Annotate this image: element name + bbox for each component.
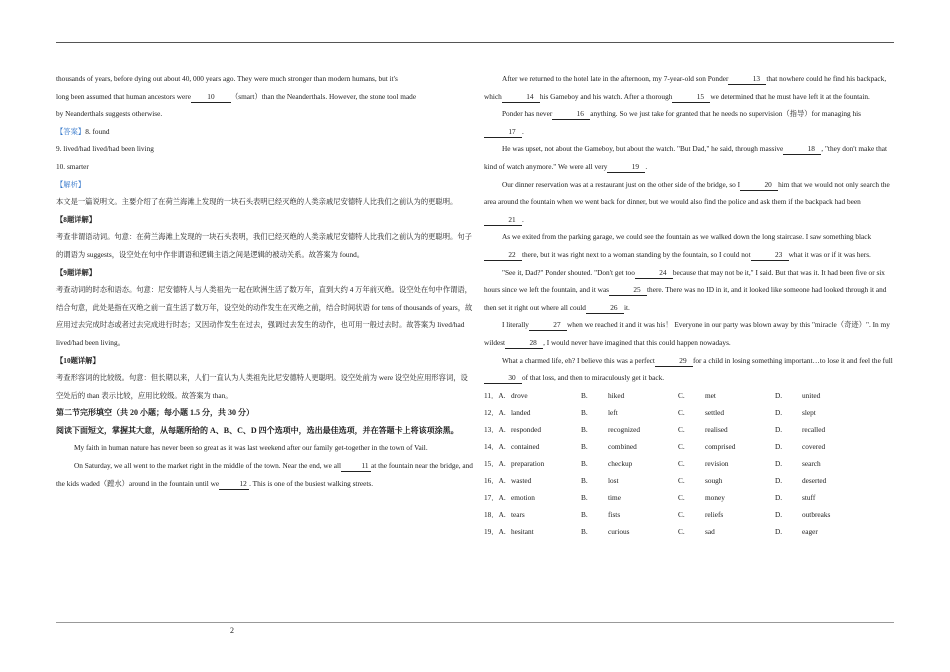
option-17-c[interactable]: C. money bbox=[678, 493, 725, 503]
blank-19: 19 bbox=[607, 162, 645, 173]
option-14-d[interactable]: D. covered bbox=[775, 441, 826, 451]
passage-para-10: What a charmed life, eh? I believe this was a perfect 29 for a child in losing something important…to lose it and feel the full30 of that loss, and then to miraculously get it back. bbox=[484, 352, 894, 387]
answer-9: 9. lived/had lived/had been living bbox=[56, 144, 154, 154]
option-19-c[interactable]: C. sad bbox=[678, 527, 715, 537]
option-11-b[interactable]: B. hiked bbox=[581, 390, 625, 400]
passage-para-3: After we returned to the hotel late in the afternoon, my 7-year-old son Ponder 13 that nowhere could he find his backpack, which 14 his Gameboy and his watch. After a thorough 15 we determined that he must have left it at the fountain. bbox=[484, 74, 887, 101]
option-18-a[interactable]: 18．A. tears bbox=[484, 510, 525, 520]
passage-para-2: On Saturday, we all went to the market right in the middle of the town. Near the end, we all 11 at the fountain near the bridge, and the kids waded（蹚水）around in the fountain until we 12 . This is one of the busiest walking streets. bbox=[56, 461, 473, 488]
footer-rule bbox=[56, 622, 894, 623]
blank-20: 20 bbox=[740, 180, 778, 191]
blank-25: 25 bbox=[609, 285, 647, 296]
option-16-a[interactable]: 16．A. wasted bbox=[484, 476, 532, 486]
q8-title: 【8题详解】 bbox=[56, 214, 97, 224]
option-12-d[interactable]: D. slept bbox=[775, 407, 816, 417]
blank-27: 27 bbox=[529, 320, 567, 331]
option-row-19 bbox=[484, 523, 894, 540]
blank-10: 10 bbox=[191, 92, 231, 103]
q8-text: 考查非谓语动词。句意：在荷兰海滩上发现的一块石头表明，我们已经灭绝的人类亲戚尼安德特人比我们之前认为的更聪明。句子的谓语为 suggests，设空处在句中作非谓语和逻辑主语之间是逻辑的被动关系。故答案为 found。 bbox=[56, 232, 472, 259]
analysis-tag: 【解析】 bbox=[56, 179, 86, 189]
blank-18: 18 bbox=[783, 144, 821, 155]
options-list bbox=[484, 387, 894, 541]
option-16-b[interactable]: B. lost bbox=[581, 476, 619, 486]
answer-10: 10. smarter bbox=[56, 161, 89, 171]
option-13-a[interactable]: 13．A. responded bbox=[484, 424, 541, 434]
option-11-d[interactable]: D. united bbox=[775, 390, 821, 400]
passage-para-5: He was upset, not about the Gameboy, but about the watch. "But Dad," he said, through massive 18 , "they don't make that kind of watch anymore." We were all very 19 . bbox=[484, 144, 887, 171]
option-11-a[interactable]: 11．A. drove bbox=[484, 390, 528, 400]
option-12-b[interactable]: B. left bbox=[581, 407, 618, 417]
blank-29: 29 bbox=[655, 356, 693, 367]
passage-para-1: My faith in human nature has never been so great as it was last weekend after our family get-together in the town of Vail. bbox=[74, 443, 428, 453]
blank-22: 22 bbox=[484, 250, 522, 261]
option-11-c[interactable]: C. met bbox=[678, 390, 716, 400]
blank-21: 21 bbox=[484, 215, 522, 226]
option-19-a[interactable]: 19．A. hesitant bbox=[484, 527, 534, 537]
option-17-a[interactable]: 17．A. emotion bbox=[484, 493, 535, 503]
option-14-b[interactable]: B. combined bbox=[581, 441, 637, 451]
option-13-b[interactable]: B. recognized bbox=[581, 424, 641, 434]
option-12-c[interactable]: C. settled bbox=[678, 407, 725, 417]
passage-para-6: Our dinner reservation was at a restaurant just on the other side of the bridge, so I 20 him that we would not only search the area around the fountain when we went back for dinner, but we would also find the police and ask them if the backpack had been21 . bbox=[484, 179, 890, 224]
option-row-18 bbox=[484, 506, 894, 523]
blank-30: 30 bbox=[484, 373, 522, 384]
q9-text: 考查动词的时态和语态。句意：尼安德特人与人类祖先一起在欧洲生活了数万年，直到大约 4 万年前灭绝。设空处在句中作谓语，结合句意，此处是指在灭绝之前一直生活了数万年，设空处的动作发生在灭绝之前，结合时间状语 for tens of thousands of years，故应用过去完成时态或者过去完成进行时态；又因动作发生在过去，强调过去发生的动作，也可用一般过去时。故答案为 lived/had lived/had been living。 bbox=[56, 285, 473, 347]
blank-28: 28 bbox=[505, 338, 543, 349]
option-13-d[interactable]: D. recalled bbox=[775, 424, 826, 434]
option-18-d[interactable]: D. outbreaks bbox=[775, 510, 831, 520]
option-19-b[interactable]: B. curious bbox=[581, 527, 630, 537]
blank-17: 17 bbox=[484, 127, 522, 138]
option-14-c[interactable]: C. comprised bbox=[678, 441, 736, 451]
option-row-12 bbox=[484, 404, 894, 421]
option-15-b[interactable]: B. checkup bbox=[581, 459, 633, 469]
q10-title: 【10题详解】 bbox=[56, 355, 100, 365]
passage-para-7: As we exited from the parking garage, we could see the fountain as we walked down the long staircase. I saw something black22 there, but it was right next to a woman standing by the fountain, so I could not 23 what it was or if it was hers. bbox=[484, 228, 894, 263]
intro-line-3: by Neanderthals suggests otherwise. bbox=[56, 109, 163, 119]
option-row-13 bbox=[484, 421, 894, 438]
option-row-14 bbox=[484, 438, 894, 455]
answer-tag: 【答案】8. found bbox=[56, 126, 110, 136]
blank-13: 13 bbox=[728, 74, 766, 85]
option-14-a[interactable]: 14．A. contained bbox=[484, 441, 540, 451]
option-15-a[interactable]: 15．A. preparation bbox=[484, 459, 545, 469]
analysis-text: 本文是一篇说明文。主要介绍了在荷兰海滩上发现的一块石头表明已经灭绝的人类亲戚尼安德特人比我们之前认为的更聪明。 bbox=[56, 197, 458, 207]
option-15-d[interactable]: D. search bbox=[775, 459, 821, 469]
page-number: 2 bbox=[230, 626, 234, 635]
intro-line-2: long been assumed that human ancestors were 10 （smart）than the Neanderthals. However, the stone tool made bbox=[56, 91, 417, 101]
header-rule bbox=[56, 42, 894, 43]
passage-para-8: "See it, Dad?" Ponder shouted. "Don't get too 24 because that may not be it," I said. But that was it. It had been five or six hours since we left the fountain, and it was 25 there. There was no ID in it, and it looked like someone had looked through it and then set it right out where all could 26 it. bbox=[484, 267, 887, 312]
option-row-16 bbox=[484, 472, 894, 489]
section-title: 第二节完形填空（共 20 小题；每小题 1.5 分，共 30 分） bbox=[56, 408, 254, 418]
passage-para-9: I literally 27 when we reached it and it was his！ Everyone in our party was blown away by this "miracle（奇迹）". In my wildest 28 , I would never have imagined that this could happen nowadays. bbox=[484, 320, 890, 347]
option-16-c[interactable]: C. sough bbox=[678, 476, 723, 486]
option-19-d[interactable]: D. eager bbox=[775, 527, 818, 537]
option-17-d[interactable]: D. stuff bbox=[775, 493, 816, 503]
blank-12: 12 bbox=[219, 479, 249, 490]
option-18-c[interactable]: C. reliefs bbox=[678, 510, 724, 520]
blank-11: 11 bbox=[341, 461, 371, 472]
option-16-d[interactable]: D. deserted bbox=[775, 476, 827, 486]
option-12-a[interactable]: 12．A. landed bbox=[484, 407, 531, 417]
right-column bbox=[484, 70, 894, 541]
blank-15: 15 bbox=[672, 92, 710, 103]
q9-title: 【9题详解】 bbox=[56, 267, 97, 277]
option-row-15 bbox=[484, 455, 894, 472]
blank-16: 16 bbox=[552, 109, 590, 120]
blank-14: 14 bbox=[502, 92, 540, 103]
q10-text: 考查形容词的比较级。句意：但长期以来，人们一直认为人类祖先比尼安德特人更聪明。设空处前为 were 设空处应用形容词，设空处后的 than 表示比较，应用比较级。故答案为 than。 bbox=[56, 373, 468, 400]
option-15-c[interactable]: C. revision bbox=[678, 459, 729, 469]
option-row-17 bbox=[484, 489, 894, 506]
blank-26: 26 bbox=[586, 303, 624, 314]
blank-24: 24 bbox=[635, 268, 673, 279]
intro-line-1: thousands of years, before dying out about 40, 000 years ago. They were much stronger than modern humans, but it's bbox=[56, 74, 398, 83]
passage-para-4: Ponder has never 16 anything. So we just take for granted that he needs no supervision（指导）for managing his17 . bbox=[484, 105, 894, 140]
section-instructions: 阅读下面短文，掌握其大意，从每题所给的 A、B、C、D 四个选项中，选出最佳选项，并在答题卡上将该项涂黑。 bbox=[56, 425, 459, 435]
option-18-b[interactable]: B. fists bbox=[581, 510, 621, 520]
left-column bbox=[56, 70, 474, 492]
option-row-11 bbox=[484, 387, 894, 404]
option-17-b[interactable]: B. time bbox=[581, 493, 621, 503]
blank-23: 23 bbox=[751, 250, 789, 261]
option-13-c[interactable]: C. realised bbox=[678, 424, 728, 434]
